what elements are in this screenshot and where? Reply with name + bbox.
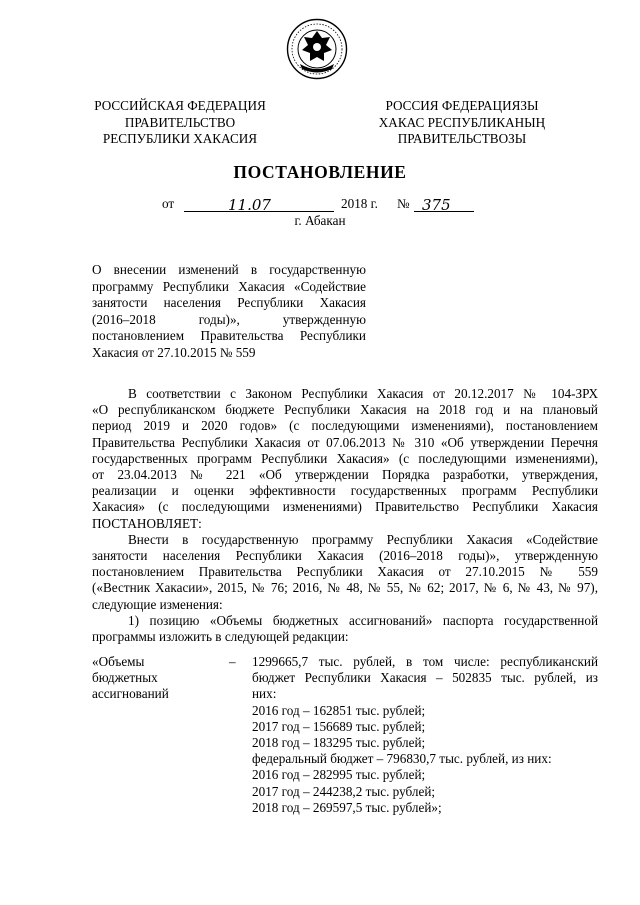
body-text	[92, 386, 598, 645]
funding-label-line: «Объемы	[92, 654, 145, 669]
header-left-line: РОССИЙСКАЯ ФЕДЕРАЦИЯ	[94, 98, 266, 113]
funding-text	[252, 654, 598, 816]
body-line: Хакасия» (с последующими изменениями) Правительство Республики Хакасия	[92, 499, 598, 515]
subject-line: Хакасия от 27.10.2015 № 559	[92, 344, 256, 360]
funding-line: 2017 год – 156689 тыс. рублей;	[252, 718, 426, 734]
funding-label-line: ассигнований	[92, 686, 169, 702]
body-line: ПОСТАНОВЛЯЕТ:	[92, 515, 202, 531]
body-line: Правительства Республики Хакасия от 07.06.2013 № 310 «Об утверждении Перечня	[92, 434, 598, 450]
body-line: «О республиканском бюджете Республики Хакасия на 2018 год и на плановый	[92, 402, 598, 418]
subject-block	[92, 262, 366, 361]
coat-of-arms-emblem	[286, 18, 348, 80]
funding-line: 2016 год – 282995 тыс. рублей;	[252, 767, 426, 783]
header-right-line: ХАКАС РЕСПУБЛИКАНЫҢ	[378, 114, 546, 130]
header-left-line: ПРАВИТЕЛЬСТВО	[124, 114, 236, 130]
funding-line: 2017 год – 244238,2 тыс. рублей;	[252, 783, 436, 799]
funding-line: 1299665,7 тыс. рублей, в том числе: республиканский	[252, 654, 598, 669]
body-line: постановлением Правительства Республики Хакасия от 27.10.2015 № 559	[92, 564, 598, 580]
funding-dash: –	[229, 654, 236, 669]
body-line: программы изложить в следующей редакции:	[92, 629, 349, 645]
body-line: («Вестник Хакасии», 2015, № 76; 2016, № 48, № 55, № 62; 2017, № 6, № 43, № 97),	[92, 580, 598, 596]
funding-line: бюджет Республики Хакасия – 502835 тыс. рублей, из	[252, 670, 598, 686]
header-left-line: РЕСПУБЛИКИ ХАКАСИЯ	[102, 131, 258, 146]
body-line: от 23.04.2013 № 221 «Об утверждении Порядка разработки, утверждения,	[92, 467, 598, 483]
header-left-block	[82, 98, 278, 148]
funding-line: 2018 год – 183295 тыс. рублей;	[252, 735, 426, 751]
body-line: реализации и оценки эффективности государственных программ Республики	[92, 483, 598, 499]
subject-line: О внесении изменений в государственную	[92, 262, 366, 277]
year-label: 2018 г.	[341, 196, 378, 211]
document-title: ПОСТАНОВЛЕНИЕ	[233, 162, 407, 182]
subject-line: (2016–2018 годы)», утвержденную	[92, 311, 366, 327]
funding-line: 2018 год – 269597,5 тыс. рублей»;	[252, 799, 442, 815]
body-line: период 2019 и 2020 годов» (с последующими изменениями), постановлением	[92, 418, 598, 434]
funding-label	[92, 654, 232, 703]
number-label: №	[397, 196, 410, 211]
handwritten-date: 11.07	[228, 196, 271, 214]
subject-line: занятости населения Республики Хакасия	[92, 295, 366, 310]
funding-line: 2016 год – 162851 тыс. рублей;	[252, 702, 426, 718]
subject-line: программу Республики Хакасия «Содействие	[92, 278, 366, 294]
body-line: следующие изменения:	[92, 596, 223, 612]
body-line: занятости населения Республики Хакасия (2016–2018 годы)», утвержденную	[92, 548, 598, 564]
body-line: государственных программ Республики Хакасия» (с последующими изменениями),	[92, 450, 598, 466]
funding-line: них:	[252, 686, 277, 702]
header-right-line: РОССИЯ ФЕДЕРАЦИЯЗЫ	[385, 98, 539, 113]
body-line: В соответствии с Законом Республики Хакасия от 20.12.2017 № 104-ЗРХ	[128, 386, 598, 401]
body-line: 1) позицию «Объемы бюджетных ассигнований» паспорта государственной	[128, 612, 598, 628]
date-prefix: от	[162, 196, 175, 211]
subject-line: постановлением Правительства Республики	[92, 328, 366, 343]
city-label: г. Абакан	[294, 213, 346, 228]
funding-label-line: бюджетных	[92, 670, 158, 686]
body-line: Внести в государственную программу Республики Хакасия «Содействие	[128, 531, 598, 547]
handwritten-number: 375	[422, 196, 451, 214]
header-right-line: ПРАВИТЕЛЬСТВОЗЫ	[397, 131, 527, 146]
header-right-block	[362, 98, 562, 148]
funding-line: федеральный бюджет – 796830,7 тыс. рублей, из них:	[252, 751, 552, 767]
